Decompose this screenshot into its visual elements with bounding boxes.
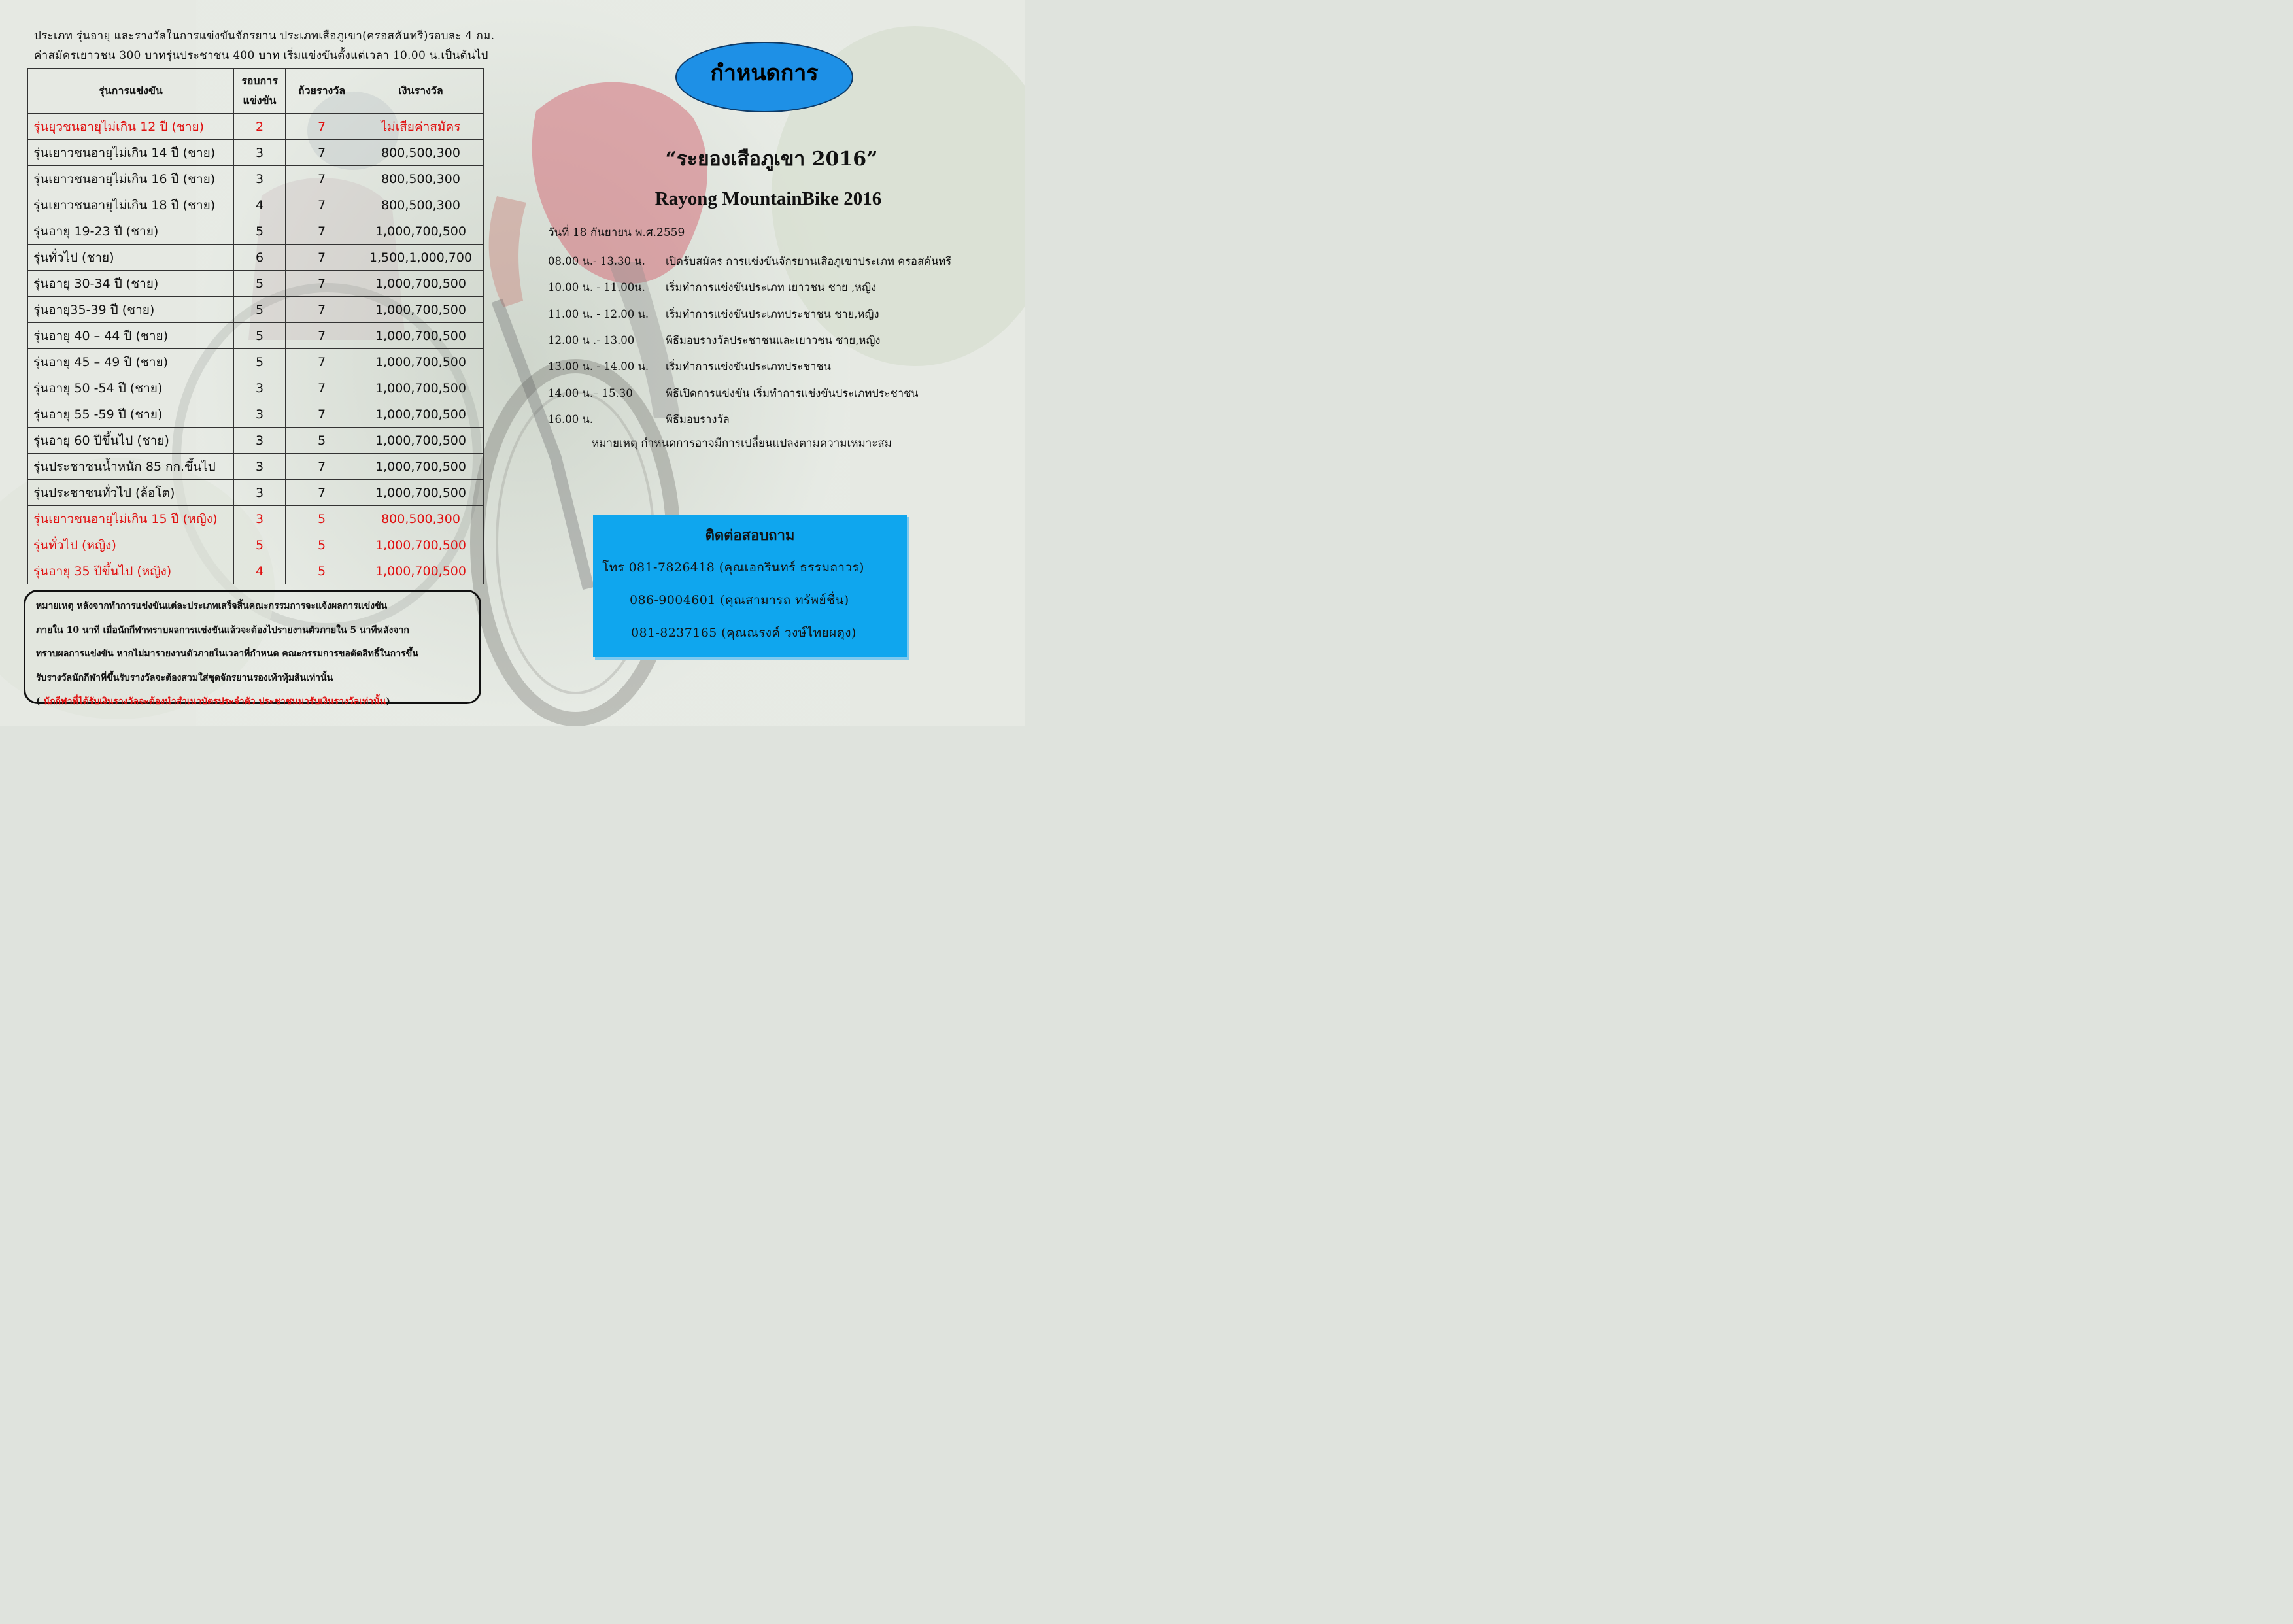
schedule-item bbox=[548, 380, 1006, 406]
cell-prize-money: 1,000,700,500 bbox=[358, 532, 484, 558]
schedule-description: พิธีเปิดการแข่งขัน เริ่มทำการแข่งขันประเภทประชาชน bbox=[666, 386, 919, 399]
contact-heading: ติดต่อสอบถาม bbox=[705, 527, 795, 544]
schedule-item bbox=[548, 407, 1006, 433]
cell-category: รุ่นประชาชนน้ำหนัก 85 กก.ขึ้นไป bbox=[28, 454, 234, 480]
cell-laps: 3 bbox=[234, 454, 286, 480]
intro-line-2: ค่าสมัครเยาวชน 300 บาทรุ่นประชาชน 400 บาท เริ่มแข่งขันตั้งแต่เวลา 10.00 น.เป็นต้นไป bbox=[34, 49, 488, 62]
cell-trophies: 7 bbox=[286, 245, 358, 271]
cell-prize-money: 1,000,700,500 bbox=[358, 323, 484, 349]
cell-prize-money: 1,000,700,500 bbox=[358, 297, 484, 323]
schedule-description: เริ่มทำการแข่งขันประเภทประชาชน bbox=[666, 360, 831, 373]
intro-line-1: ประเภท รุ่นอายุ และรางวัลในการแข่งขันจักรยาน ประเภทเสือภูเขา(ครอสคันทรี)รอบละ 4 กม. bbox=[34, 29, 495, 42]
results-note-box bbox=[24, 590, 481, 707]
cell-category: รุ่นประชาชนทั่วไป (ล้อโต) bbox=[28, 480, 234, 506]
cell-category: รุ่นอายุ 30-34 ปี (ชาย) bbox=[28, 271, 234, 297]
note-line-4: รับรางวัลนักกีฬาที่ขึ้นรับรางวัลจะต้องสวมใส่ชุดจักรยานรองเท้าหุ้มส้นเท่านั้น bbox=[36, 672, 333, 683]
cell-laps: 3 bbox=[234, 506, 286, 532]
cell-laps: 5 bbox=[234, 323, 286, 349]
schedule-heading-oval bbox=[675, 42, 853, 112]
event-date: วันที่ 18 กันยายน พ.ศ.2559 bbox=[548, 226, 685, 239]
cell-category: รุ่นทั่วไป (ชาย) bbox=[28, 245, 234, 271]
table-row bbox=[28, 140, 484, 166]
schedule-time: 10.00 น. - 11.00น. bbox=[548, 281, 645, 294]
cell-laps: 4 bbox=[234, 558, 286, 584]
cell-trophies: 5 bbox=[286, 506, 358, 532]
schedule-heading: กำหนดการ bbox=[710, 60, 819, 86]
cell-laps: 5 bbox=[234, 297, 286, 323]
prize-table-body bbox=[28, 114, 484, 584]
table-row bbox=[28, 114, 484, 140]
cell-laps: 5 bbox=[234, 218, 286, 245]
header-prize-money: เงินรางวัล bbox=[358, 69, 484, 114]
cell-trophies: 7 bbox=[286, 114, 358, 140]
header-trophies: ถ้วยรางวัล bbox=[286, 69, 358, 114]
cell-trophies: 7 bbox=[286, 297, 358, 323]
cell-laps: 6 bbox=[234, 245, 286, 271]
cell-laps: 5 bbox=[234, 271, 286, 297]
table-row bbox=[28, 349, 484, 375]
table-row bbox=[28, 558, 484, 584]
cell-trophies: 7 bbox=[286, 140, 358, 166]
contact-line-2: 086-9004601 (คุณสามารถ ทรัพย์ชื่น) bbox=[630, 593, 849, 607]
cell-laps: 5 bbox=[234, 349, 286, 375]
cell-trophies: 7 bbox=[286, 166, 358, 192]
cell-trophies: 7 bbox=[286, 375, 358, 401]
cell-prize-money: 800,500,300 bbox=[358, 192, 484, 218]
cell-category: รุ่นเยาวชนอายุไม่เกิน 16 ปี (ชาย) bbox=[28, 166, 234, 192]
schedule-time: 11.00 น. - 12.00 น. bbox=[548, 307, 649, 320]
cell-laps: 3 bbox=[234, 480, 286, 506]
cell-category: รุ่นเยาวชนอายุไม่เกิน 18 ปี (ชาย) bbox=[28, 192, 234, 218]
schedule-item bbox=[548, 248, 1006, 275]
cell-prize-money: 800,500,300 bbox=[358, 506, 484, 532]
note-line-5 bbox=[36, 690, 470, 714]
note-line-1: หมายเหตุ หลังจากทำการแข่งขันแต่ละประเภทเสร็จสิ้นคณะกรรมการจะแจ้งผลการแข่งขัน bbox=[36, 601, 388, 611]
cell-trophies: 7 bbox=[286, 271, 358, 297]
cell-trophies: 5 bbox=[286, 532, 358, 558]
cell-prize-money: 1,000,700,500 bbox=[358, 375, 484, 401]
cell-laps: 3 bbox=[234, 375, 286, 401]
cell-category: รุ่นอายุ 35 ปีขึ้นไป (หญิง) bbox=[28, 558, 234, 584]
schedule-item bbox=[548, 275, 1006, 301]
cell-laps: 3 bbox=[234, 140, 286, 166]
cell-category: รุ่นยุวชนอายุไม่เกิน 12 ปี (ชาย) bbox=[28, 114, 234, 140]
cell-category: รุ่นอายุ 40 – 44 ปี (ชาย) bbox=[28, 323, 234, 349]
prize-table bbox=[27, 68, 484, 584]
table-row bbox=[28, 192, 484, 218]
schedule-time: 13.00 น. - 14.00 น. bbox=[548, 360, 649, 373]
prize-table-header bbox=[28, 69, 484, 114]
cell-prize-money: 1,000,700,500 bbox=[358, 454, 484, 480]
note-paren-open: ( bbox=[36, 696, 44, 707]
cell-prize-money: ไม่เสียค่าสมัคร bbox=[358, 114, 484, 140]
table-row bbox=[28, 506, 484, 532]
schedule-description: เปิดรับสมัคร การแข่งขันจักรยานเสือภูเขาประเภท ครอสคันทรี bbox=[666, 255, 952, 268]
table-row bbox=[28, 323, 484, 349]
cell-laps: 5 bbox=[234, 532, 286, 558]
table-row bbox=[28, 428, 484, 454]
table-row bbox=[28, 375, 484, 401]
cell-trophies: 5 bbox=[286, 558, 358, 584]
cell-category: รุ่นเยาวชนอายุไม่เกิน 15 ปี (หญิง) bbox=[28, 506, 234, 532]
cell-trophies: 7 bbox=[286, 349, 358, 375]
cell-laps: 3 bbox=[234, 428, 286, 454]
note-line-2: ภายใน 10 นาที เมื่อนักกีฬาทราบผลการแข่งขันแล้วจะต้องไปรายงานตัวภายใน 5 นาทีหลังจาก bbox=[36, 624, 409, 635]
contact-box bbox=[593, 515, 907, 657]
table-row bbox=[28, 532, 484, 558]
cell-prize-money: 1,000,700,500 bbox=[358, 349, 484, 375]
cell-prize-money: 1,000,700,500 bbox=[358, 401, 484, 428]
note-paren-close: ) bbox=[386, 696, 390, 707]
table-row bbox=[28, 245, 484, 271]
cell-trophies: 7 bbox=[286, 454, 358, 480]
header-category: รุ่นการแข่งขัน bbox=[28, 69, 234, 114]
cell-trophies: 7 bbox=[286, 401, 358, 428]
cell-trophies: 7 bbox=[286, 480, 358, 506]
cell-prize-money: 1,000,700,500 bbox=[358, 558, 484, 584]
schedule-time: 16.00 น. bbox=[548, 413, 594, 426]
schedule-time: 08.00 น.- 13.30 น. bbox=[548, 255, 645, 268]
table-row bbox=[28, 218, 484, 245]
event-title-thai: “ระยองเสือภูเขา 2016” bbox=[665, 148, 878, 171]
cell-prize-money: 1,000,700,500 bbox=[358, 428, 484, 454]
cell-category: รุ่นอายุ 45 – 49 ปี (ชาย) bbox=[28, 349, 234, 375]
cell-laps: 4 bbox=[234, 192, 286, 218]
schedule-remark: หมายเหตุ กำหนดการอาจมีการเปลี่ยนแปลงตามความเหมาะสม bbox=[592, 437, 892, 450]
cell-category: รุ่นอายุ 55 -59 ปี (ชาย) bbox=[28, 401, 234, 428]
intro-text bbox=[34, 26, 495, 65]
schedule-item bbox=[548, 328, 1006, 354]
cell-trophies: 5 bbox=[286, 428, 358, 454]
cell-category: รุ่นอายุ 50 -54 ปี (ชาย) bbox=[28, 375, 234, 401]
schedule-list bbox=[548, 248, 1006, 433]
schedule-item bbox=[548, 301, 1006, 328]
table-row bbox=[28, 166, 484, 192]
cell-category: รุ่นอายุ 60 ปีขึ้นไป (ชาย) bbox=[28, 428, 234, 454]
schedule-time: 12.00 น .- 13.00 bbox=[548, 334, 635, 347]
event-title-english: Rayong MountainBike 2016 bbox=[654, 188, 882, 209]
cell-laps: 3 bbox=[234, 166, 286, 192]
cell-prize-money: 1,000,700,500 bbox=[358, 271, 484, 297]
cell-prize-money: 800,500,300 bbox=[358, 140, 484, 166]
note-red-text: นักกีฬาที่ได้รับเงินรางวัลจะต้องนำสำเนาบัตรประจำตัว ประชาชนมารับเงินรางวัลเท่านั้น bbox=[43, 696, 386, 707]
table-row bbox=[28, 401, 484, 428]
cell-category: รุ่นอายุ35-39 ปี (ชาย) bbox=[28, 297, 234, 323]
cell-trophies: 7 bbox=[286, 192, 358, 218]
cell-trophies: 7 bbox=[286, 323, 358, 349]
contact-line-3: 081-8237165 (คุณณรงค์ วงษ์ไทยผดุง) bbox=[631, 626, 857, 640]
schedule-item bbox=[548, 354, 1006, 380]
contact-line-1: โทร 081-7826418 (คุณเอกรินทร์ ธรรมถาวร) bbox=[602, 560, 864, 575]
cell-category: รุ่นเยาวชนอายุไม่เกิน 14 ปี (ชาย) bbox=[28, 140, 234, 166]
schedule-description: เริ่มทำการแข่งขันประเภทประชาชน ชาย,หญิง bbox=[666, 307, 879, 320]
cell-prize-money: 1,500,1,000,700 bbox=[358, 245, 484, 271]
schedule-time: 14.00 น.– 15.30 bbox=[548, 386, 633, 399]
schedule-description: พิธีมอบรางวัล bbox=[666, 413, 730, 426]
schedule-description: พิธีมอบรางวัลประชาชนและเยาวชน ชาย,หญิง bbox=[666, 334, 881, 347]
table-row bbox=[28, 271, 484, 297]
schedule-description: เริ่มทำการแข่งขันประเภท เยาวชน ชาย ,หญิง bbox=[666, 281, 877, 294]
header-laps: รอบการ แข่งขัน bbox=[234, 69, 286, 114]
cell-trophies: 7 bbox=[286, 218, 358, 245]
cell-category: รุ่นทั่วไป (หญิง) bbox=[28, 532, 234, 558]
note-line-3: ทราบผลการแข่งขัน หากไม่มารายงานตัวภายในเวลาที่กำหนด คณะกรรมการขอตัดสิทธิ์ในการขึ้น bbox=[36, 649, 418, 659]
cell-laps: 2 bbox=[234, 114, 286, 140]
cell-prize-money: 1,000,700,500 bbox=[358, 480, 484, 506]
table-row bbox=[28, 454, 484, 480]
table-row bbox=[28, 480, 484, 506]
cell-laps: 3 bbox=[234, 401, 286, 428]
cell-prize-money: 800,500,300 bbox=[358, 166, 484, 192]
cell-prize-money: 1,000,700,500 bbox=[358, 218, 484, 245]
table-row bbox=[28, 297, 484, 323]
cell-category: รุ่นอายุ 19-23 ปี (ชาย) bbox=[28, 218, 234, 245]
